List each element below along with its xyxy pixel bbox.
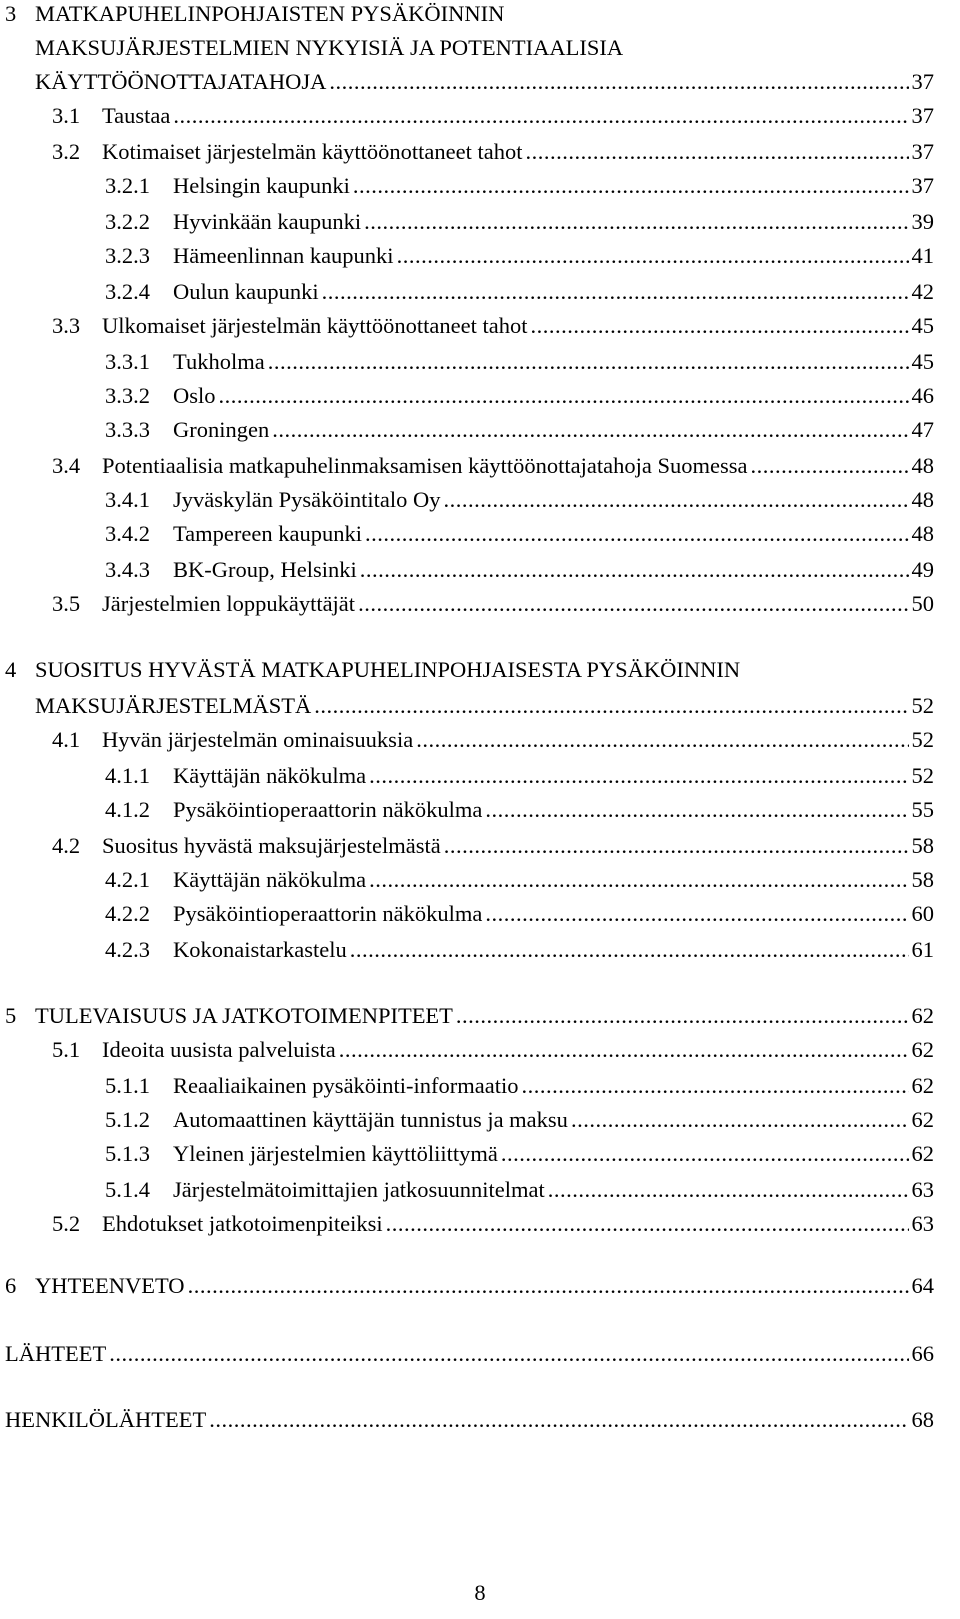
toc-entry-number: 3 <box>5 1 17 26</box>
toc-entry <box>105 1106 934 1136</box>
toc-entry-number: 4.1.2 <box>105 797 150 822</box>
toc-dot-leader <box>485 796 908 824</box>
toc-entry <box>52 1036 934 1066</box>
toc-entry-title: Ulkomaiset järjestelmän käyttöönottaneet tahot <box>102 313 528 338</box>
toc-dot-leader <box>522 1072 909 1100</box>
toc-entry <box>105 278 934 308</box>
page-number: 8 <box>474 1580 486 1605</box>
toc-entry-number: 4.2 <box>52 833 81 858</box>
toc-entry-page: 62 <box>911 1107 934 1132</box>
toc-entry-number: 4 <box>5 657 17 682</box>
toc-entry <box>105 1176 934 1206</box>
toc-entry <box>35 692 934 722</box>
toc-entry <box>105 796 934 826</box>
toc-entry-page: 62 <box>911 1037 934 1062</box>
toc-entry-number: 3.3.3 <box>105 417 150 442</box>
toc-entry-number: 3.1 <box>52 103 81 128</box>
toc-dot-leader <box>360 556 909 584</box>
toc-entry-page: 48 <box>911 487 934 512</box>
toc-entry-number: 3.2.3 <box>105 243 150 268</box>
toc-entry-number: 3.4.3 <box>105 557 150 582</box>
toc-dot-leader <box>485 900 908 928</box>
toc-entry-title: Pysäköintioperaattorin näkökulma <box>173 901 483 926</box>
toc-entry <box>105 762 934 792</box>
toc-entry-title: Kotimaiset järjestelmän käyttöönottaneet tahot <box>102 139 523 164</box>
toc-entry-page: 68 <box>911 1407 934 1432</box>
toc-dot-leader <box>443 486 908 514</box>
toc-entry-page: 48 <box>911 453 934 478</box>
toc-entry-number: 5.2 <box>52 1211 81 1236</box>
toc-entry <box>5 0 504 30</box>
toc-entry-title: Hämeenlinnan kaupunki <box>173 243 394 268</box>
toc-dot-leader <box>365 520 909 548</box>
toc-entry-page: 45 <box>911 349 934 374</box>
toc-entry-title: Tampereen kaupunki <box>173 521 362 546</box>
toc-entry-title: Tukholma <box>173 349 265 374</box>
toc-dot-leader <box>188 1272 909 1300</box>
toc-entry-title: HENKILÖLÄHTEET <box>5 1407 207 1432</box>
toc-entry <box>105 1072 934 1102</box>
toc-entry-page: 48 <box>911 521 934 546</box>
toc-entry-title: BK-Group, Helsinki <box>173 557 357 582</box>
toc-entry-title: KÄYTTÖÖNOTTAJATAHOJA <box>35 69 327 94</box>
toc-entry-number: 4.1.1 <box>105 763 150 788</box>
toc-entry-title: Käyttäjän näkökulma <box>173 867 367 892</box>
toc-entry-number: 6 <box>5 1273 17 1298</box>
toc-entry-title: Ehdotukset jatkotoimenpiteiksi <box>102 1211 383 1236</box>
toc-entry <box>52 832 934 862</box>
toc-entry <box>105 242 934 272</box>
toc-entry-page: 45 <box>911 313 934 338</box>
toc-entry-number: 5.1.4 <box>105 1177 150 1202</box>
toc-entry <box>52 726 934 756</box>
toc-dot-leader <box>268 348 909 376</box>
toc-entry <box>105 348 934 378</box>
toc-entry-page: 37 <box>911 103 934 128</box>
toc-entry-page: 62 <box>911 1073 934 1098</box>
toc-entry-title: Automaattinen käyttäjän tunnistus ja maksu <box>173 1107 568 1132</box>
toc-dot-leader <box>329 68 908 96</box>
toc-entry-title: MATKAPUHELINPOHJAISTEN PYSÄKÖINNIN <box>35 1 505 26</box>
toc-entry-page: 58 <box>911 867 934 892</box>
toc-entry-page: 47 <box>911 417 934 442</box>
toc-entry-title: Yleinen järjestelmien käyttöliittymä <box>173 1141 498 1166</box>
toc-entry-title: Potentiaalisia matkapuhelinmaksamisen käyttöönottajatahoja Suomessa <box>102 453 748 478</box>
toc-entry-page: 58 <box>911 833 934 858</box>
toc-entry-title: Käyttäjän näkökulma <box>173 763 367 788</box>
toc-entry <box>52 102 934 132</box>
toc-entry <box>5 656 740 686</box>
toc-entry-page: 63 <box>911 1177 934 1202</box>
toc-entry-number: 3.3.1 <box>105 349 150 374</box>
toc-entry <box>105 1140 934 1170</box>
toc-entry-page: 49 <box>911 557 934 582</box>
toc-entry <box>52 452 934 482</box>
toc-entry <box>5 1002 934 1032</box>
toc-entry <box>105 172 934 202</box>
toc-entry-number: 3.5 <box>52 591 81 616</box>
toc-entry-title: Kokonaistarkastelu <box>173 937 347 962</box>
toc-entry-page: 46 <box>911 383 934 408</box>
toc-entry-title: Hyvän järjestelmän ominaisuuksia <box>102 727 414 752</box>
toc-entry-number: 5.1 <box>52 1037 81 1062</box>
toc-entry-number: 3.2.1 <box>105 173 150 198</box>
toc-entry-page: 50 <box>911 591 934 616</box>
toc-entry-page: 60 <box>911 901 934 926</box>
toc-entry <box>5 1272 934 1302</box>
toc-entry <box>105 556 934 586</box>
toc-entry <box>105 936 934 966</box>
toc-dot-leader <box>350 936 909 964</box>
toc-entry <box>105 520 934 550</box>
toc-entry-title: Järjestelmien loppukäyttäjät <box>102 591 356 616</box>
toc-entry-title: Hyvinkään kaupunki <box>173 209 362 234</box>
toc-dot-leader <box>209 1406 908 1434</box>
toc-entry-page: 63 <box>911 1211 934 1236</box>
toc-entry-title: YHTEENVETO <box>35 1273 185 1298</box>
toc-dot-leader <box>173 102 908 130</box>
toc-entry-title: Järjestelmätoimittajien jatkosuunnitelmat <box>173 1177 545 1202</box>
toc-dot-leader <box>444 832 909 860</box>
toc-entry-number: 5.1.3 <box>105 1141 150 1166</box>
toc-dot-leader <box>531 312 909 340</box>
toc-entry <box>52 1210 934 1240</box>
toc-entry-number: 4.2.2 <box>105 901 150 926</box>
toc-entry-title: Suositus hyvästä maksujärjestelmästä <box>102 833 441 858</box>
toc-dot-leader <box>109 1340 908 1368</box>
toc-entry-title: TULEVAISUUS JA JATKOTOIMENPITEET <box>35 1003 453 1028</box>
toc-entry-title: Jyväskylän Pysäköintitalo Oy <box>173 487 441 512</box>
toc-entry <box>5 1406 934 1436</box>
toc-entry-page: 66 <box>911 1341 934 1366</box>
toc-dot-leader <box>369 762 908 790</box>
toc-dot-leader <box>571 1106 909 1134</box>
toc-entry-title: Oulun kaupunki <box>173 279 319 304</box>
toc-entry-number: 3.4.1 <box>105 487 150 512</box>
toc-entry-number: 3.2.2 <box>105 209 150 234</box>
toc-dot-leader <box>397 242 909 270</box>
toc-dot-leader <box>369 866 908 894</box>
toc-entry <box>52 138 934 168</box>
toc-dot-leader <box>272 416 908 444</box>
toc-dot-leader <box>364 208 908 236</box>
toc-entry-title: SUOSITUS HYVÄSTÄ MATKAPUHELINPOHJAISESTA PYSÄKÖINNIN <box>35 657 741 682</box>
toc-entry <box>52 312 934 342</box>
toc-dot-leader <box>750 452 908 480</box>
toc-entry-number: 4.2.1 <box>105 867 150 892</box>
toc-dot-leader <box>386 1210 909 1238</box>
toc-entry-page: 42 <box>911 279 934 304</box>
toc-entry-page: 37 <box>911 69 934 94</box>
toc-entry-title: Pysäköintioperaattorin näkökulma <box>173 797 483 822</box>
toc-entry-number: 3.4 <box>52 453 81 478</box>
toc-entry-page: 41 <box>911 243 934 268</box>
toc-entry-number: 3.3.2 <box>105 383 150 408</box>
toc-entry-title: Groningen <box>173 417 270 442</box>
toc-dot-leader <box>456 1002 909 1030</box>
toc-entry <box>52 590 934 620</box>
toc-dot-leader <box>526 138 909 166</box>
toc-entry <box>105 900 934 930</box>
toc-entry-page: 61 <box>911 937 934 962</box>
toc-entry-page: 52 <box>911 763 934 788</box>
toc-entry-page: 55 <box>911 797 934 822</box>
toc-dot-leader <box>358 590 908 618</box>
toc-dot-leader <box>314 692 908 720</box>
toc-entry-title: MAKSUJÄRJESTELMÄSTÄ <box>35 693 312 718</box>
toc-entry-number: 3.4.2 <box>105 521 150 546</box>
toc-entry <box>105 382 934 412</box>
toc-entry-number: 3.3 <box>52 313 81 338</box>
toc-dot-leader <box>416 726 908 754</box>
toc-entry-number: 5 <box>5 1003 17 1028</box>
toc-entry-title: Oslo <box>173 383 216 408</box>
toc-entry-number: 3.2.4 <box>105 279 150 304</box>
toc-entry <box>105 416 934 446</box>
toc-entry-number: 3.2 <box>52 139 81 164</box>
toc-entry-page: 37 <box>911 173 934 198</box>
toc-entry-page: 37 <box>911 139 934 164</box>
toc-entry-number: 5.1.1 <box>105 1073 150 1098</box>
toc-entry-title: MAKSUJÄRJESTELMIEN NYKYISIÄ JA POTENTIAALISIA <box>35 35 624 60</box>
toc-entry-title: Helsingin kaupunki <box>173 173 350 198</box>
toc-entry <box>35 34 623 64</box>
toc-entry-page: 52 <box>911 727 934 752</box>
toc-dot-leader <box>548 1176 909 1204</box>
toc-entry-title: Ideoita uusista palveluista <box>102 1037 336 1062</box>
toc-entry <box>105 208 934 238</box>
toc-entry-page: 62 <box>911 1141 934 1166</box>
toc-entry-number: 4.2.3 <box>105 937 150 962</box>
toc-entry-number: 5.1.2 <box>105 1107 150 1132</box>
toc-entry-title: Reaaliaikainen pysäköinti-informaatio <box>173 1073 519 1098</box>
toc-entry <box>105 866 934 896</box>
toc-dot-leader <box>353 172 909 200</box>
toc-entry-page: 62 <box>911 1003 934 1028</box>
toc-dot-leader <box>322 278 909 306</box>
toc-dot-leader <box>219 382 909 410</box>
toc-entry <box>5 1340 934 1370</box>
toc-dot-leader <box>339 1036 909 1064</box>
toc-entry-number: 4.1 <box>52 727 81 752</box>
toc-entry-title: Taustaa <box>102 103 171 128</box>
toc-dot-leader <box>501 1140 909 1168</box>
toc-entry-title: LÄHTEET <box>5 1341 107 1366</box>
toc-entry <box>105 486 934 516</box>
toc-entry <box>35 68 934 98</box>
toc-entry-page: 64 <box>911 1273 934 1298</box>
toc-entry-page: 39 <box>911 209 934 234</box>
toc-entry-page: 52 <box>911 693 934 718</box>
